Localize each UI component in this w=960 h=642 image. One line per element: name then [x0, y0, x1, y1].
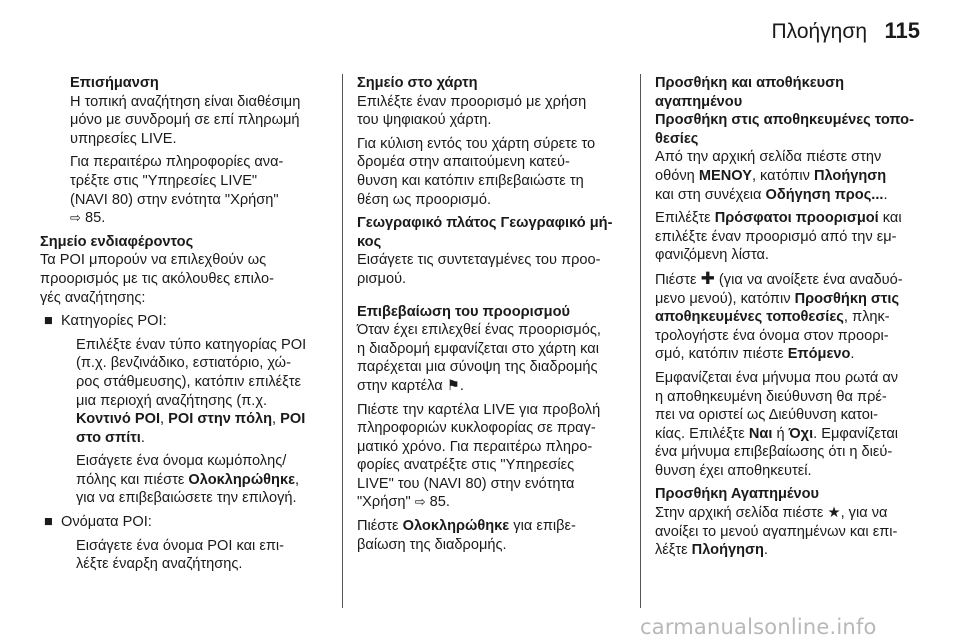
text-line [655, 308, 930, 327]
text-line: τρέξτε στις "Υπηρεσίες LIVE" [70, 172, 258, 189]
text-line: (NAVI 80) στην ενότητα "Χρήση" [70, 191, 279, 208]
text-span: . [763, 542, 768, 559]
text-line [655, 209, 930, 228]
text-line: επιλέξτε έναν προορισμό από την εμ- [655, 228, 897, 245]
text-line [655, 167, 930, 186]
note-block [40, 74, 330, 228]
geo-heading: Γεωγραφικό πλάτος Γεωγραφικό μή- [357, 215, 613, 232]
reference-arrow-icon: ⇨ [70, 210, 81, 226]
done-label: Ολοκληρώθηκε [188, 471, 296, 488]
text-line: Για περαιτέρω πληροφορίες ανα- [70, 154, 284, 171]
text-span: στην καρτέλα [357, 377, 447, 394]
page-number: 115 [884, 18, 920, 43]
text-line: προορισμός με τις ακόλουθες επιλο- [40, 270, 274, 287]
text-line: λέξτε έναρξη αναζήτησης. [76, 556, 243, 573]
page-title: Πλοήγηση [771, 20, 867, 43]
text-span: , [295, 471, 300, 488]
text-line: Επιλέξτε έναν τύπο κατηγορίας POI [76, 336, 307, 353]
bullet-title: Ονόματα POI: [61, 514, 152, 531]
text-span: πόλης και πιέστε [76, 471, 189, 488]
add-fav-heading: Προσθήκη Αγαπημένου [655, 486, 820, 503]
fav-heading-cont: αγαπημένου [655, 93, 743, 110]
text-line: τρολογήστε ένα όνομα στον προορι- [655, 327, 889, 344]
text-line [655, 345, 930, 364]
text-line [76, 410, 330, 429]
text-line: Εισάγετε ένα όνομα κωμόπολης/ [76, 453, 287, 470]
column-2 [357, 74, 633, 554]
text-span: κίας. Επιλέξτε [655, 425, 749, 442]
text-line: Εμφανίζεται ένα μήνυμα που ρωτά αν [655, 369, 899, 386]
text-line [655, 541, 930, 560]
column-1 [40, 74, 330, 574]
list-item [40, 513, 330, 532]
reference-arrow-icon: ⇨ [414, 494, 426, 510]
column-divider [342, 74, 343, 608]
confirm-heading: Επιβεβαίωση του προορισμού [357, 303, 571, 320]
text-line [76, 471, 330, 490]
text-line: Εισάγετε ένα όνομα POI και επι- [76, 537, 284, 554]
text-span: λέξτε [655, 542, 692, 559]
separator: , [272, 411, 281, 428]
text-span: σμό, κατόπιν πιέστε [655, 346, 788, 363]
text-line: γές αναζήτησης: [40, 289, 146, 306]
add-to-stored-label: Προσθήκη στις [794, 290, 900, 307]
map-heading: Σημείο στο χάρτη [357, 75, 478, 91]
text-span: για επιβε- [509, 518, 576, 535]
text-line: Επιλέξτε έναν προορισμό με χρήση [357, 93, 587, 110]
text-line: μια περιοχή αναζήτησης (π.χ. [76, 392, 268, 409]
bullet-title: Κατηγορίες POI: [61, 313, 167, 330]
done-label: Ολοκληρώθηκε [402, 518, 510, 535]
text-line: θέση ως προορισμό. [357, 191, 492, 208]
text-line: παρέχεται μια σύνοψη της διαδρομής [357, 359, 598, 376]
text-span: . [850, 346, 855, 363]
text-line: ένα μήνυμα επιβεβαίωσης ότι η διεύ- [655, 444, 893, 461]
page-reference[interactable] [357, 493, 633, 512]
text-line: Η τοπική αναζήτηση είναι διαθέσιμη [70, 93, 301, 110]
navigation-label: Πλοήγηση [691, 542, 764, 559]
text-span: , για να [840, 505, 888, 522]
text-line [76, 429, 330, 448]
column-3 [655, 74, 930, 560]
geo-heading-cont: κος [357, 233, 382, 250]
text-span: ή [772, 425, 789, 442]
text-line: ρισμού. [357, 270, 407, 287]
text-span: . Εμφανίζεται [813, 425, 899, 442]
plus-icon: ✚ [700, 268, 715, 288]
next-label: Επόμενο [787, 346, 851, 363]
bullet-body [40, 537, 330, 574]
text-span: μενο μενού), κατόπιν [655, 290, 795, 307]
menu-label: ΜΕΝΟΥ [698, 167, 752, 184]
navigation-label: Πλοήγηση [813, 167, 887, 184]
text-line: μόνο με συνδρομή σε επί πληρωμή [70, 112, 300, 129]
poi-heading: Σημείο ενδιαφέροντος [40, 233, 194, 250]
list-item [40, 312, 330, 331]
text-span: Επιλέξτε [655, 210, 715, 227]
text-span: Πιέστε [655, 271, 701, 288]
option-nearby-poi: Κοντινό POI [76, 411, 161, 428]
text-line: Πιέστε την καρτέλα LIVE για προβολή [357, 401, 601, 418]
text-line: ρος στάθμευσης), κατόπιν επιλέξτε [76, 373, 301, 390]
text-line [655, 186, 930, 205]
text-line: δρομέα στην απαιτούμενη κατεύ- [357, 154, 570, 171]
text-line: Για κύλιση εντός του χάρτη σύρετε το [357, 135, 596, 152]
bullet-icon: ■ [44, 313, 53, 330]
column-divider [640, 74, 641, 608]
text-line: υπηρεσίες LIVE. [70, 130, 177, 147]
text-span: , πληκ- [843, 309, 890, 326]
watermark: carmanualsonline.info [640, 615, 877, 639]
text-span: Στην αρχική σελίδα πιέστε [655, 505, 828, 522]
text-line: θυνση έχει αποθηκευτεί. [655, 462, 812, 479]
recent-destinations-label: Πρόσφατοι προορισμοί [714, 210, 879, 227]
text-end: . [140, 429, 145, 446]
fav-heading: Προσθήκη και αποθήκευση [655, 75, 845, 91]
text-line [655, 504, 930, 523]
text-span: . [883, 186, 888, 203]
reference-page: 85. [84, 210, 106, 227]
yes-label: Ναι [748, 425, 773, 442]
text-line: η διαδρομή εμφανίζεται στο χάρτη και [357, 340, 599, 357]
text-line: Από την αρχική σελίδα πιέστε στην [655, 149, 882, 166]
text-line: θυνση και κατόπιν επιβεβαιώστε τη [357, 172, 584, 189]
text-line: φανιζόμενη λίστα. [655, 247, 769, 264]
reference-page: 85. [429, 494, 450, 511]
text-line: η αποθηκευμένη διεύθυνση θα πρέ- [655, 388, 887, 405]
text-span: Πιέστε [357, 518, 403, 535]
text-span: και [878, 210, 902, 227]
text-line: Όταν έχει επιλεχθεί ένας προορισμός, [357, 322, 601, 339]
text-line: LIVE" του (NAVI 80) στην ενότητα [357, 475, 575, 492]
text-line: στην καρτέλα ⚑. [357, 377, 464, 394]
option-home-poi-cont: στο σπίτι [76, 429, 141, 446]
text-line: φορίες ανατρέξτε στις "Υπηρεσίες [357, 457, 575, 474]
add-to-stored-label-cont: αποθηκευμένες τοποθεσίες [655, 309, 844, 326]
text-line: του ψηφιακού χάρτη. [357, 112, 492, 129]
text-line: πληροφοριών κυκλοφορίας σε πραγ- [357, 420, 596, 437]
text-line [357, 517, 633, 536]
text-span: , κατόπιν [751, 167, 814, 184]
stored-heading-cont: θεσίες [655, 130, 699, 147]
text-line [655, 425, 930, 444]
option-home-poi: POI [280, 411, 306, 428]
text-line: πει να οριστεί ως Διεύθυνση κατοι- [655, 407, 878, 424]
text-line [655, 270, 930, 290]
bullet-body [40, 336, 330, 508]
drive-to-label: Οδήγηση προς... [765, 186, 884, 203]
stored-heading: Προσθήκη στις αποθηκευμένες τοπο- [655, 112, 914, 129]
page-header [0, 0, 960, 62]
text-span: οθόνη [655, 167, 699, 184]
text-span: "Χρήση" [357, 494, 415, 511]
text-line: ανοίξει το μενού αγαπημένων και επι- [655, 523, 898, 540]
star-icon: ★ [827, 505, 841, 522]
bullet-icon: ■ [44, 514, 53, 531]
text-line: Τα POI μπορούν να επιλεχθούν ως [40, 252, 267, 269]
text-line: Εισάγετε τις συντεταγμένες του προο- [357, 252, 601, 269]
text-line: ματικό χρόνο. Για περαιτέρω πληρο- [357, 438, 593, 455]
no-label: Όχι [788, 425, 814, 442]
text-span: (για να ανοίξετε ένα αναδυό- [714, 271, 903, 288]
flag-icon: ⚑ [446, 377, 460, 394]
note-title: Επισήμανση [70, 75, 159, 91]
text-line: βαίωση της διαδρομής. [357, 536, 507, 553]
text-line: για να επιβεβαιώσετε την επιλογή. [76, 490, 297, 507]
separator: , [160, 411, 169, 428]
text-span: και στη συνέχεια [655, 186, 766, 203]
option-city-poi: POI στην πόλη [168, 411, 273, 428]
page-reference[interactable] [70, 209, 330, 228]
text-line [655, 290, 930, 309]
text-line: (π.χ. βενζινάδικο, εστιατόριο, χώ- [76, 355, 291, 372]
